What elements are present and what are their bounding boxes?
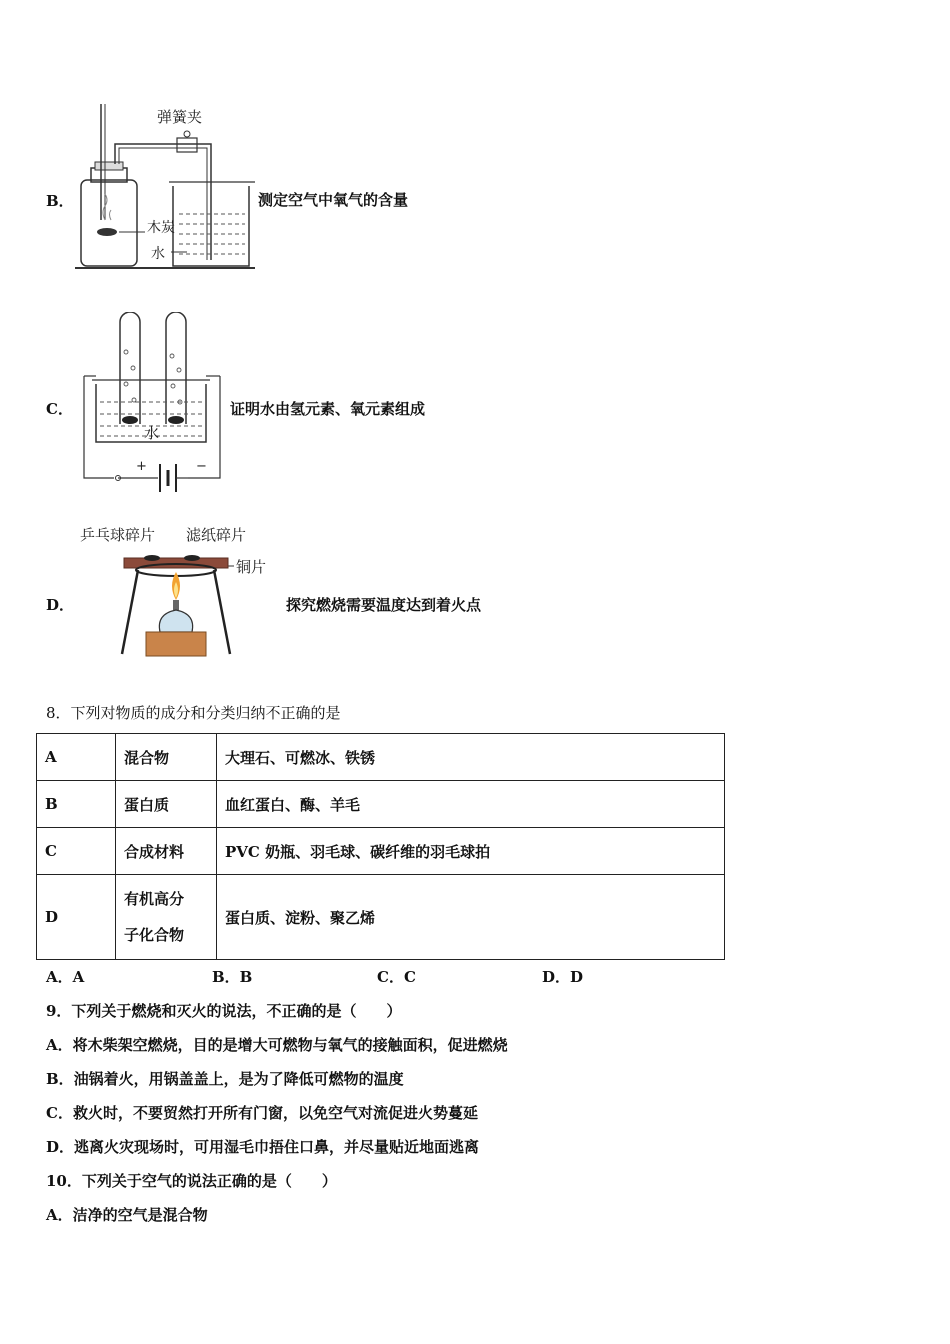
row-key: A: [37, 734, 116, 781]
row-key: B: [37, 781, 116, 828]
row-items: PVC 奶瓶、羽毛球、碳纤维的羽毛球拍: [217, 828, 725, 875]
row-category: 蛋白质: [116, 781, 217, 828]
filter-paper-label: 滤纸碎片: [186, 526, 247, 544]
combustion-experiment-figure: [80, 520, 280, 662]
q9-option-a[interactable]: A．将木柴架空燃烧，目的是增大可燃物与氧气的接触面积，促进燃烧: [46, 1036, 508, 1054]
electrolysis-water-label: 水: [144, 424, 160, 442]
q8-answer-b[interactable]: B．B: [212, 968, 253, 986]
minus-label: −: [196, 459, 207, 474]
option-d-letter: D．: [46, 596, 75, 614]
table-row: [37, 781, 725, 828]
row-category: 合成材料: [116, 828, 217, 875]
q8-stem: 8．下列对物质的成分和分类归纳不正确的是: [46, 704, 341, 722]
row-key: D: [37, 875, 116, 960]
clip-label: 弹簧夹: [157, 108, 203, 126]
plus-label: +: [136, 459, 147, 474]
q8-answer-c[interactable]: C．C: [377, 968, 416, 986]
option-d-caption: 探究燃烧需要温度达到着火点: [286, 596, 482, 614]
row-items: 大理石、可燃冰、铁锈: [217, 734, 725, 781]
row-key: C: [37, 828, 116, 875]
q10-option-a[interactable]: A．洁净的空气是混合物: [46, 1206, 208, 1224]
charcoal-label: 木炭: [147, 220, 175, 236]
table-row: [37, 828, 725, 875]
table-row: [37, 734, 725, 781]
copper-label: 铜片: [236, 558, 267, 576]
table-row: [37, 875, 725, 960]
row-category: 混合物: [116, 734, 217, 781]
water-label: 水: [151, 246, 165, 262]
row-items: 蛋白质、淀粉、聚乙烯: [217, 875, 725, 960]
option-b-caption: 测定空气中氧气的含量: [258, 191, 409, 209]
q9-option-d[interactable]: D．逃离火灾现场时，可用湿毛巾捂住口鼻，并尽量贴近地面逃离: [46, 1138, 480, 1156]
oxygen-measurement-apparatus-figure: [75, 100, 265, 272]
option-c-letter: C．: [46, 400, 73, 418]
row-category-line2: 子化合物: [124, 926, 185, 944]
q9-stem: 9．下列关于燃烧和灭火的说法，不正确的是（ ）: [46, 1002, 402, 1020]
q8-answer-a[interactable]: A．A: [46, 968, 85, 986]
pingpong-label: 乒乓球碎片: [80, 526, 156, 544]
q9-option-b[interactable]: B．油锅着火，用锅盖盖上，是为了降低可燃物的温度: [46, 1070, 404, 1088]
row-category-line1: 有机高分: [124, 890, 185, 908]
q10-stem: 10．下列关于空气的说法正确的是（ ）: [46, 1172, 337, 1190]
q9-option-c[interactable]: C．救火时，不要贸然打开所有门窗，以免空气对流促进火势蔓延: [46, 1104, 478, 1122]
row-category: [116, 875, 217, 960]
row-items: 血红蛋白、酶、羊毛: [217, 781, 725, 828]
classification-table: [36, 733, 725, 960]
option-c-caption: 证明水由氢元素、氧元素组成: [230, 400, 426, 418]
electrolysis-apparatus-figure: [78, 312, 230, 496]
option-b-letter: B．: [46, 192, 74, 210]
q8-answer-d[interactable]: D．D: [542, 968, 584, 986]
